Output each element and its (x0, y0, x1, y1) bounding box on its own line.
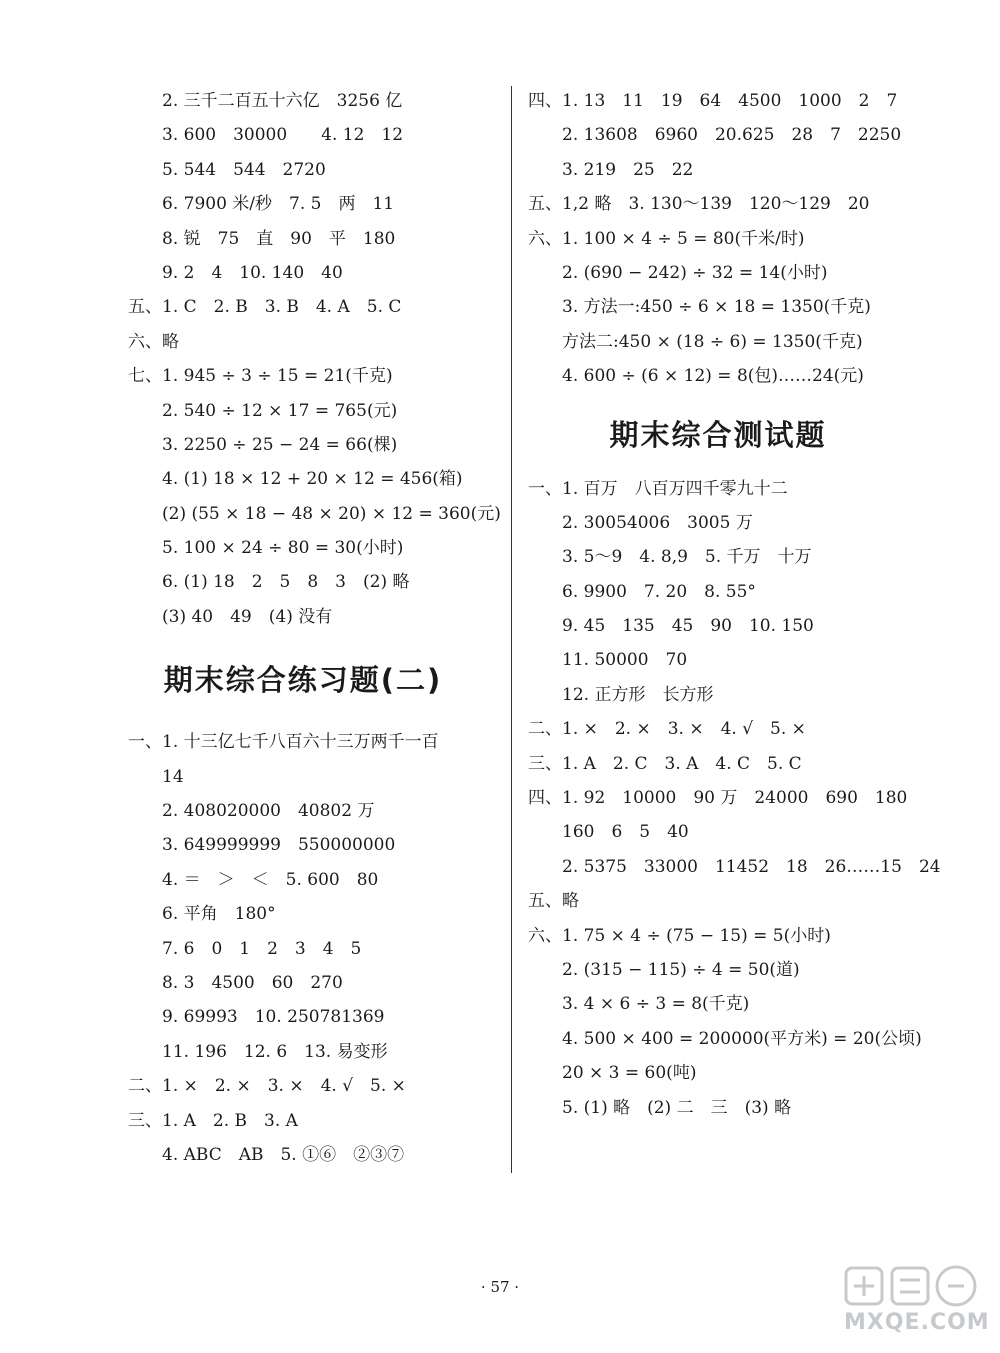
answer-line: 一、1. 百万 八百万四千零九十二 (528, 478, 788, 499)
answer-line: 8. 锐 75 直 90 平 180 (162, 228, 396, 249)
answer-line: 2. 408020000 40802 万 (162, 801, 375, 822)
answer-line: 6. (1) 18 2 5 8 3 (2) 略 (162, 572, 410, 593)
answer-line: 2. 13608 6960 20.625 28 7 2250 (562, 125, 902, 146)
answer-line: 五、1,2 略 3. 130～139 120～129 20 (528, 194, 870, 215)
left-column (128, 84, 501, 1172)
answer-line: 3. 2250 ÷ 25 − 24 = 66(棵) (162, 434, 398, 455)
answer-line: 四、1. 13 11 19 64 4500 1000 2 7 (528, 91, 898, 111)
answer-line: 2. (690 − 242) ÷ 32 = 14(小时) (562, 262, 828, 283)
page-number: · 57 · (480, 1278, 520, 1296)
answer-line: 六、1. 75 × 4 ÷ (75 − 15) = 5(小时) (528, 925, 831, 946)
answer-line: 20 × 3 = 60(吨) (562, 1063, 697, 1084)
answer-line: 9. 69993 10. 250781369 (162, 1007, 385, 1028)
answer-line: 4. 500 × 400 = 200000(平方米) = 20(公顷) (562, 1028, 922, 1049)
answer-line: 3. 219 25 22 (562, 159, 694, 180)
answer-line: 4. 600 ÷ (6 × 12) = 8(包)……24(元) (562, 366, 864, 387)
answer-line: 6. 7900 米/秒 7. 5 两 11 (162, 194, 395, 215)
watermark-logo-icon (836, 1262, 986, 1314)
answer-line: 五、1. C 2. B 3. B 4. A 5. C (128, 297, 402, 318)
answer-line: 5. 100 × 24 ÷ 80 = 30(小时) (162, 538, 404, 559)
answer-line: 4. ＝ ＞ ＜ 5. 600 80 (162, 869, 379, 890)
answer-line: 3. 方法一:450 ÷ 6 × 18 = 1350(千克) (562, 297, 871, 318)
answer-line: 六、1. 100 × 4 ÷ 5 = 80(千米/时) (528, 228, 805, 249)
answer-line: 2. 5375 33000 11452 18 26……15 24 (562, 856, 941, 877)
answer-line: 9. 2 4 10. 140 40 (162, 262, 343, 283)
answer-line: 12. 正方形 长方形 (562, 684, 714, 705)
answer-line: 9. 45 135 45 90 10. 150 (562, 616, 814, 637)
answer-line: 5. (1) 略 (2) 二 三 (3) 略 (562, 1097, 792, 1118)
answer-line: 2. 30054006 3005 万 (562, 512, 753, 533)
section-heading: 期末综合练习题(二) (163, 663, 443, 698)
answer-line: 4. (1) 18 × 12 + 20 × 12 = 456(箱) (162, 469, 463, 490)
answer-line: 14 (162, 766, 184, 787)
answer-line: 6. 平角 180° (162, 904, 276, 925)
answer-line: 六、略 (128, 331, 179, 352)
answer-line: 11. 196 12. 6 13. 易变形 (162, 1041, 388, 1062)
right-column (528, 84, 941, 1125)
answer-line: 七、1. 945 ÷ 3 ÷ 15 = 21(千克) (128, 366, 393, 387)
watermark (836, 1262, 990, 1342)
answer-line: 二、1. × 2. × 3. × 4. √ 5. × (128, 1076, 406, 1097)
answer-line: 方法二:450 × (18 ÷ 6) = 1350(千克) (562, 331, 863, 352)
answer-line: 二、1. × 2. × 3. × 4. √ 5. × (528, 719, 806, 740)
answer-line: 四、1. 92 10000 90 万 24000 690 180 (528, 788, 908, 809)
answer-line: 五、略 (528, 891, 579, 912)
answer-line: 三、1. A 2. C 3. A 4. C 5. C (528, 753, 802, 774)
answer-line: (3) 40 49 (4) 没有 (162, 606, 333, 627)
watermark-text: MXQE.COM (844, 1310, 990, 1335)
answer-line: 3. 649999999 550000000 (162, 835, 396, 856)
column-divider (511, 86, 512, 1173)
answer-line: 8. 3 4500 60 270 (162, 972, 343, 993)
answer-line: 6. 9900 7. 20 8. 55° (562, 581, 756, 602)
answer-line: 5. 544 544 2720 (162, 159, 326, 180)
answer-line: 2. 540 ÷ 12 × 17 = 765(元) (162, 400, 398, 421)
answer-line: 160 6 5 40 (562, 822, 689, 843)
section-heading: 期末综合测试题 (609, 417, 827, 452)
answer-line: 4. ABC AB 5. ①⑥ ②③⑦ (162, 1144, 405, 1165)
answer-line: 7. 6 0 1 2 3 4 5 (162, 938, 362, 959)
answer-line: 三、1. A 2. B 3. A (128, 1110, 298, 1131)
answer-line: (2) (55 × 18 − 48 × 20) × 12 = 360(元) (162, 503, 501, 524)
answer-line: 3. 5～9 4. 8,9 5. 千万 十万 (562, 547, 812, 568)
answer-line: 2. (315 − 115) ÷ 4 = 50(道) (562, 959, 800, 980)
answer-line: 3. 4 × 6 ÷ 3 = 8(千克) (562, 994, 750, 1015)
answer-line: 3. 600 30000 4. 12 12 (162, 125, 404, 146)
answer-line: 11. 50000 70 (562, 650, 688, 671)
answer-line: 一、1. 十三亿七千八百六十三万两千一百 (128, 732, 439, 753)
answer-line: 2. 三千二百五十六亿 3256 亿 (162, 91, 403, 111)
